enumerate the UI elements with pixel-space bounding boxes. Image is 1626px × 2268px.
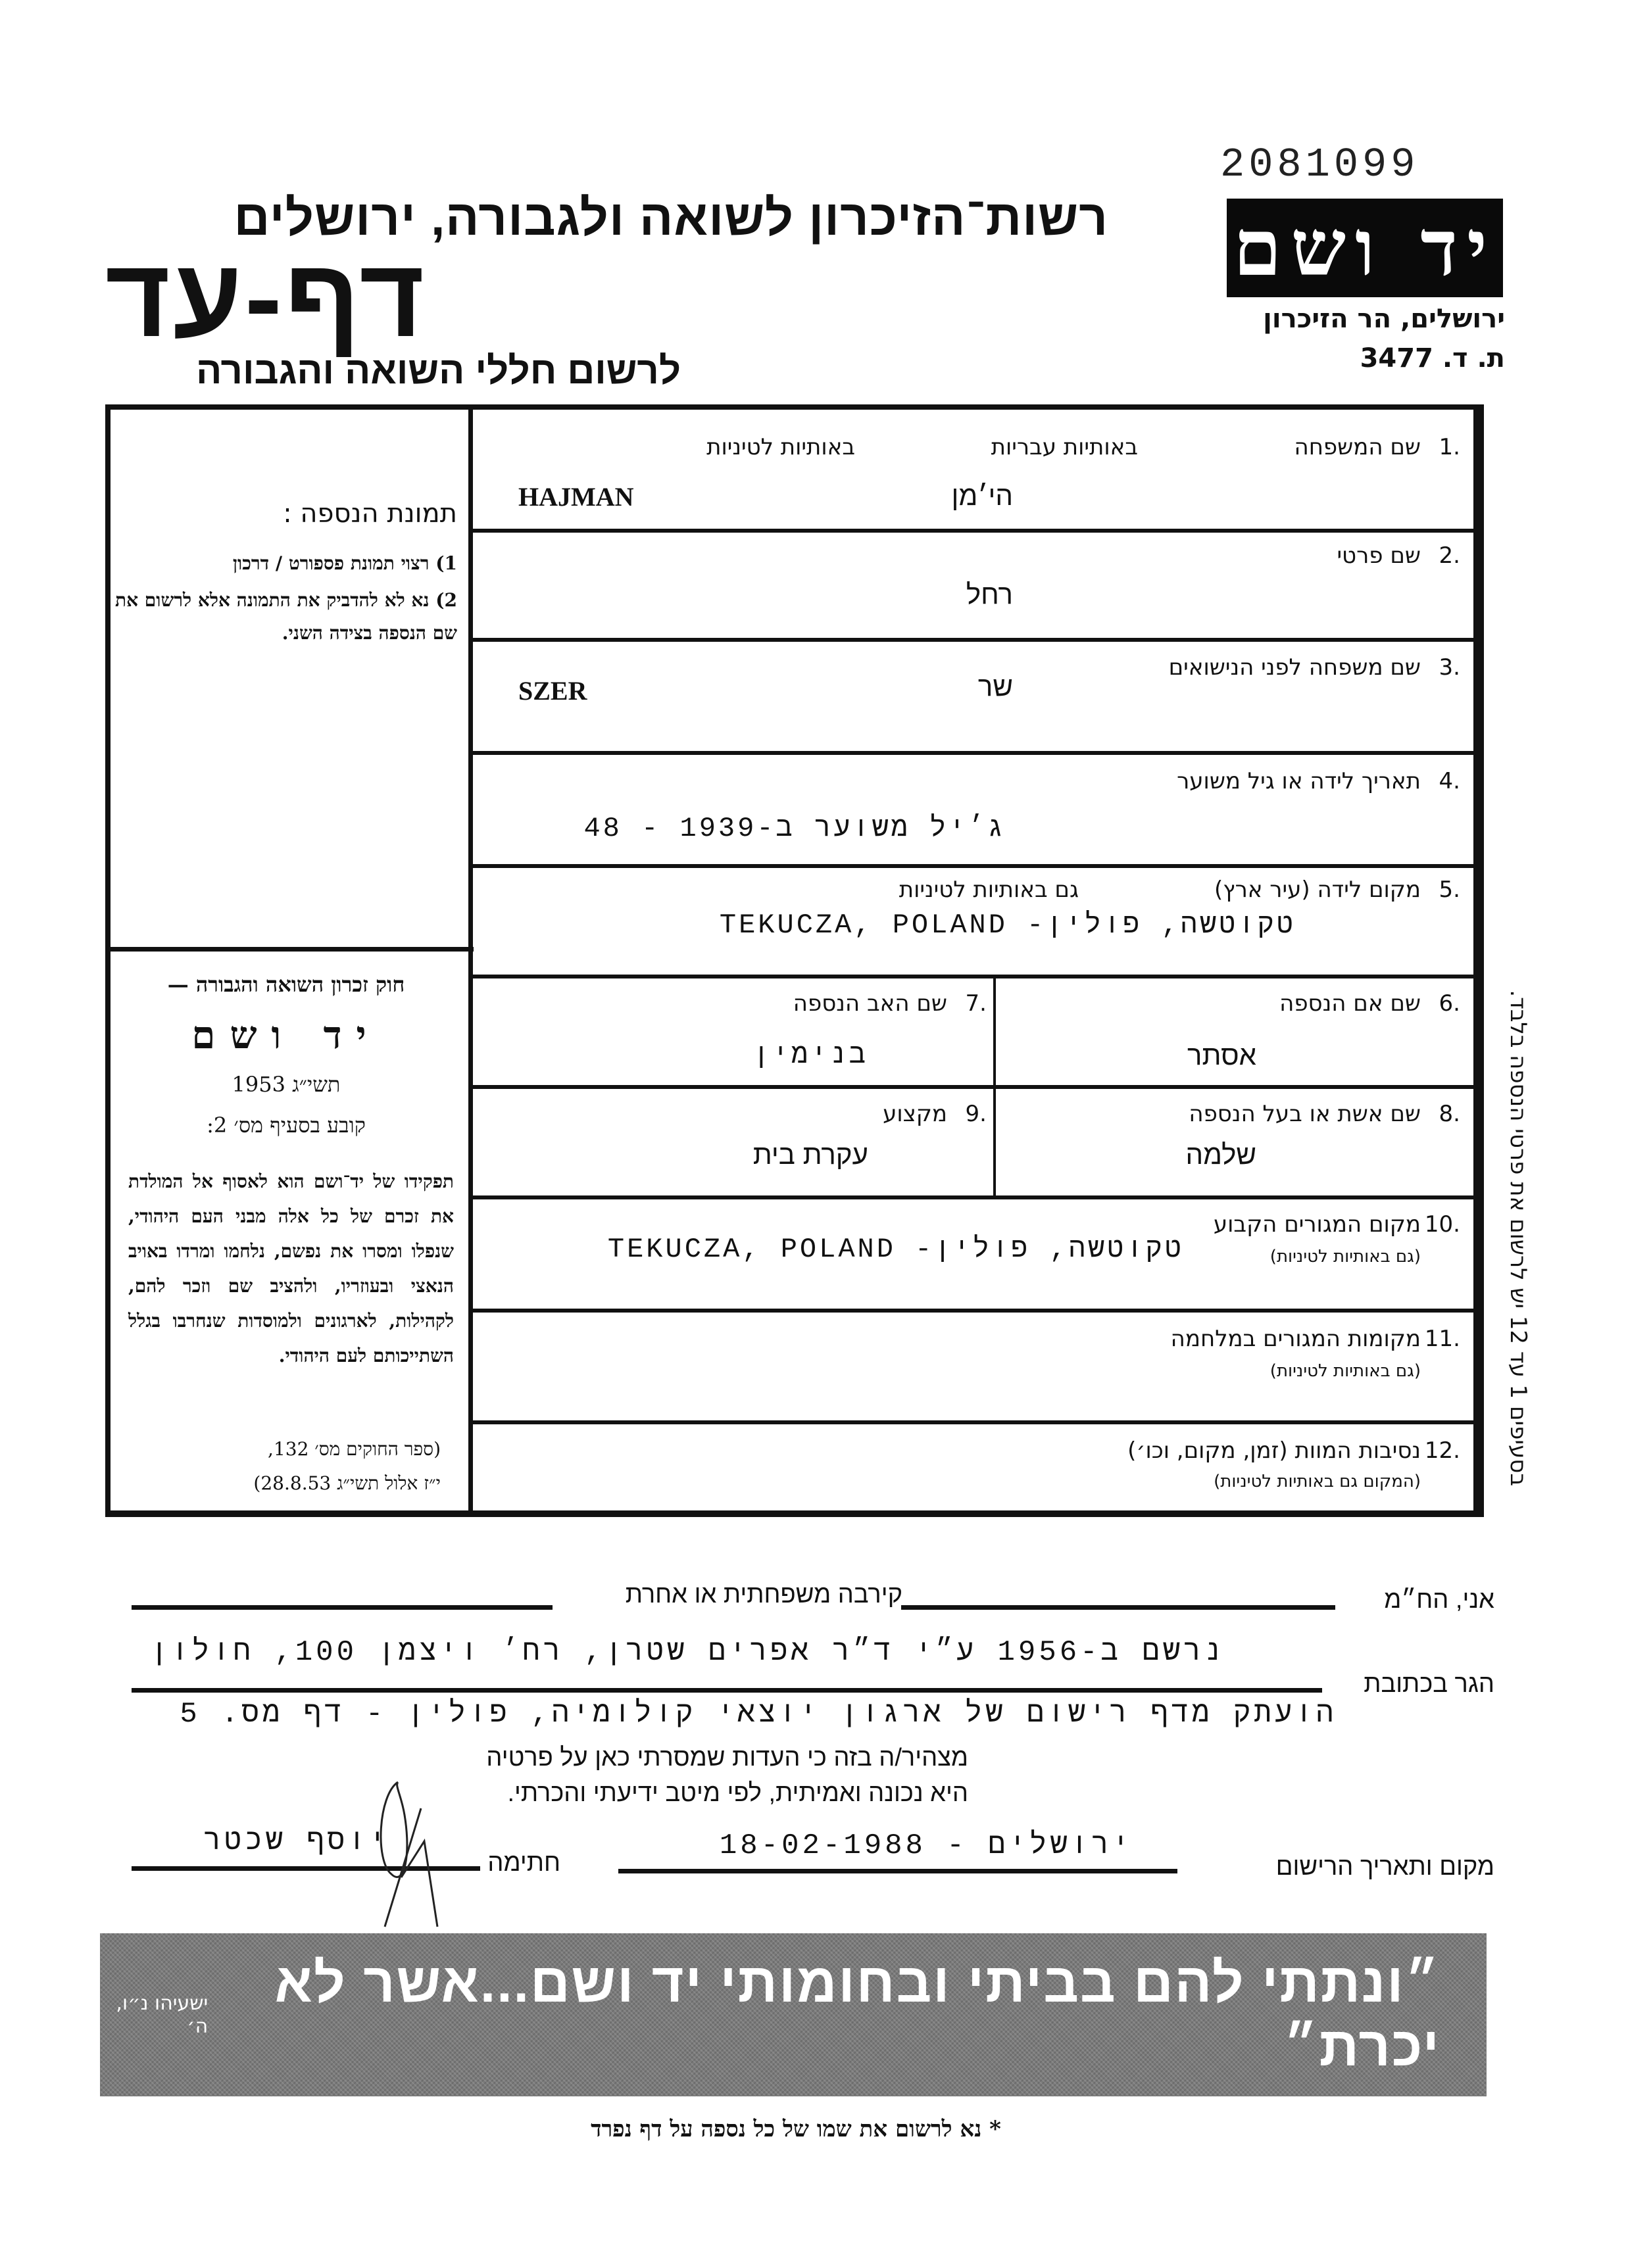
field-first-name[interactable] [487, 536, 1460, 635]
field-label: מקום המגורים הקבוע [1213, 1211, 1421, 1238]
law-year: תשי״ג 1953 [232, 1072, 341, 1097]
law-paragraph: תפקידו של יד־ושם הוא לאסוף אל המולדת את זכרם של כל אלה מבני העם היהודי, שנפלו ומסרו את נפשם, נלחמו ומרדו באויב הנאצי ובעוזריו, ולהציב שם וזכר להם, לקהילות, לארגונים ולמוסדות שנחרבו בגלל השתייכותם לעם היהודי. [128, 1170, 454, 1366]
field-number: 10. [1424, 1211, 1460, 1238]
mother-name-value: אסתר [1187, 1040, 1256, 1071]
row-divider [473, 1420, 1479, 1424]
row-divider [473, 751, 1479, 755]
latin-letters-note: (גם באותיות לטיניות) [1269, 1361, 1421, 1381]
field-father-name[interactable] [487, 984, 987, 1082]
field-occupation[interactable] [487, 1094, 987, 1193]
field-label: מקומות המגורים במלחמה [1170, 1326, 1421, 1352]
surname-hebrew-value: הי׳מן [951, 480, 1013, 511]
declaration-statement-1: מצהיר/ה בזה כי העדות שמסרתי כאן על פרטיה [486, 1744, 968, 1772]
field-number: 2. [1439, 543, 1460, 569]
copied-from-text: הועתק מדף רישום של ארגון יוצאי קולומיה, פולין - דף מס. 5 [180, 1698, 1337, 1731]
field-number: 11. [1424, 1326, 1460, 1352]
field-death-circumstances[interactable] [487, 1431, 1460, 1510]
banner-quote: ״ונתתי להם בביתי ובחומותי יד ושם...אשר לא יכרת״ [274, 1952, 1441, 2077]
law-title: חוק זכרון השואה והגבורה — [167, 972, 405, 997]
field-label: מקום לידה (עיר ארץ) [1214, 877, 1421, 903]
field-birth-date[interactable] [487, 761, 1460, 860]
side-note: בסעיפים 1 עד 12 יש לרשום את פרטי הנספה בלבד. [1505, 990, 1531, 1486]
latin-letters-note: (המקום גם באותיות לטיניות) [1214, 1472, 1421, 1491]
quote-source: ישעיהו נ״ו, ה׳ [116, 1992, 209, 2038]
occupation-value: עקרת בית [752, 1139, 868, 1170]
quote-banner [100, 1933, 1487, 2096]
latin-letters-header: באותיות לטיניות [706, 434, 855, 460]
field-label: שם אשת או בעל הנספה [1189, 1101, 1421, 1127]
field-number: 4. [1439, 768, 1460, 794]
photo-instruction-2: 2) נא לא להדביק את התמונה אלא לרשום את שם הנספה בצידה השני. [115, 589, 457, 644]
address-label: הגר בכתובת [1364, 1670, 1494, 1698]
cell-divider [993, 978, 996, 1085]
photo-instruction-1: 1) רצוי תמונת פספורט / דרכון [232, 552, 457, 574]
cell-divider [993, 1089, 996, 1195]
registered-by-text: נרשם ב-1956 ע״י ד״ר אפרים שטרן, רח׳ ויצמן 100, חולון [150, 1636, 1225, 1669]
logo-text: יד ושם [1233, 202, 1497, 293]
field-label: נסיבות המוות (זמן, מקום, וכו׳) [1127, 1437, 1421, 1464]
page-subtitle: לרשום חללי השואה והגבורה [196, 349, 681, 392]
row-divider [473, 1309, 1479, 1313]
form-bottom-border [105, 1512, 1484, 1517]
page-title: דף-עד [105, 235, 428, 360]
declaration-statement-2: היא נכונה ואמיתית, לפי מיטב ידיעתי והכרתי. [507, 1779, 968, 1807]
maiden-name-hebrew-value: שר [977, 671, 1013, 702]
permanent-residence-value: טקוטשה, פולין- TEKUCZA, POLAND [607, 1234, 1184, 1265]
undersigned-line[interactable] [901, 1605, 1335, 1610]
field-permanent-residence[interactable] [487, 1206, 1460, 1305]
row-divider [473, 529, 1479, 533]
place-date-value: ירושלים - 18-02-1988 [719, 1829, 1133, 1862]
field-number: 1. [1439, 434, 1460, 460]
field-mother-name[interactable] [1000, 984, 1460, 1082]
relation-label: קירבה משפחתית או אחרת [625, 1581, 902, 1608]
field-maiden-name[interactable] [487, 648, 1460, 746]
yad-vashem-logo [1227, 199, 1503, 297]
field-label: שם משפחה לפני הנישואים [1168, 654, 1421, 681]
spouse-name-value: שלמה [1185, 1139, 1256, 1170]
row-divider [473, 638, 1479, 642]
signer-name: יוסף שכטר [203, 1825, 389, 1858]
field-wartime-residence[interactable] [487, 1319, 1460, 1418]
field-surname[interactable] [487, 427, 1460, 519]
field-label: שם המשפחה [1294, 434, 1421, 460]
logo-po-box: ת. ד. 3477 [1360, 343, 1505, 374]
father-name-value: בנימין [752, 1040, 868, 1071]
field-number: 7. [965, 990, 987, 1017]
field-label: מקצוע [883, 1101, 947, 1127]
row-divider [473, 864, 1479, 868]
field-number: 6. [1439, 990, 1460, 1017]
field-label: תאריך לידה או גיל משוער [1177, 768, 1421, 794]
organization-name: רשות־הזיכרון לשואה ולגבורה, ירושלים [234, 190, 1108, 246]
field-number: 8. [1439, 1101, 1460, 1127]
birth-place-value: טקוטשה, פולין- TEKUCZA, POLAND [719, 909, 1296, 941]
left-column-divider [105, 947, 474, 952]
law-section: קובע בסעיף מס׳ 2: [207, 1113, 366, 1138]
law-yad-vashem: יד ושם [191, 1013, 381, 1057]
place-date-line[interactable] [618, 1869, 1177, 1873]
law-reference-2: י״ז אלול תשי״ג 28.8.53) [253, 1472, 441, 1494]
first-name-value: רחל [966, 579, 1013, 610]
latin-letters-note: (גם באותיות לטיניות) [1269, 1247, 1421, 1267]
address-line[interactable] [132, 1688, 1322, 1693]
field-number: 12. [1424, 1437, 1460, 1464]
field-label: שם אם הנספה [1279, 990, 1421, 1017]
relation-line[interactable] [132, 1605, 553, 1610]
birth-date-value: ג׳יל משוער ב-1939 - 48 [583, 813, 1006, 844]
field-number: 3. [1439, 654, 1460, 681]
undersigned-label: אני, הח״מ [1384, 1586, 1494, 1614]
surname-latin-value: HAJMAN [518, 482, 634, 512]
signature-label: חתימה [487, 1849, 560, 1877]
field-number: 9. [965, 1101, 987, 1127]
latin-letters-note: גם באותיות לטיניות [899, 877, 1079, 903]
field-label: שם פרטי [1337, 543, 1421, 569]
row-divider [473, 975, 1479, 978]
field-spouse-name[interactable] [1000, 1094, 1460, 1193]
place-date-label: מקום ותאריך הרישום [1275, 1853, 1494, 1881]
row-divider [473, 1195, 1479, 1199]
column-divider [468, 404, 473, 1516]
field-number: 5. [1439, 877, 1460, 903]
law-reference-1: (ספר החוקים מס׳ 132, [268, 1438, 441, 1460]
maiden-name-latin-value: SZER [518, 676, 587, 706]
page-serial-number: 2081099 [1220, 141, 1419, 188]
logo-address: ירושלים, הר הזיכרון [1263, 304, 1505, 334]
footnote: * נא לרשום את שמו של כל נספה על דף נפרד [591, 2116, 1001, 2142]
form-frame-right-edge [1473, 404, 1484, 1516]
row-divider [473, 1085, 1479, 1089]
signature-scribble-icon [358, 1775, 464, 1933]
hebrew-letters-header: באותיות עבריות [991, 434, 1138, 460]
field-birth-place[interactable] [487, 873, 1460, 972]
field-label: שם האב הנספה [793, 990, 947, 1017]
photo-box-title: תמונת הנספה : [283, 498, 457, 529]
